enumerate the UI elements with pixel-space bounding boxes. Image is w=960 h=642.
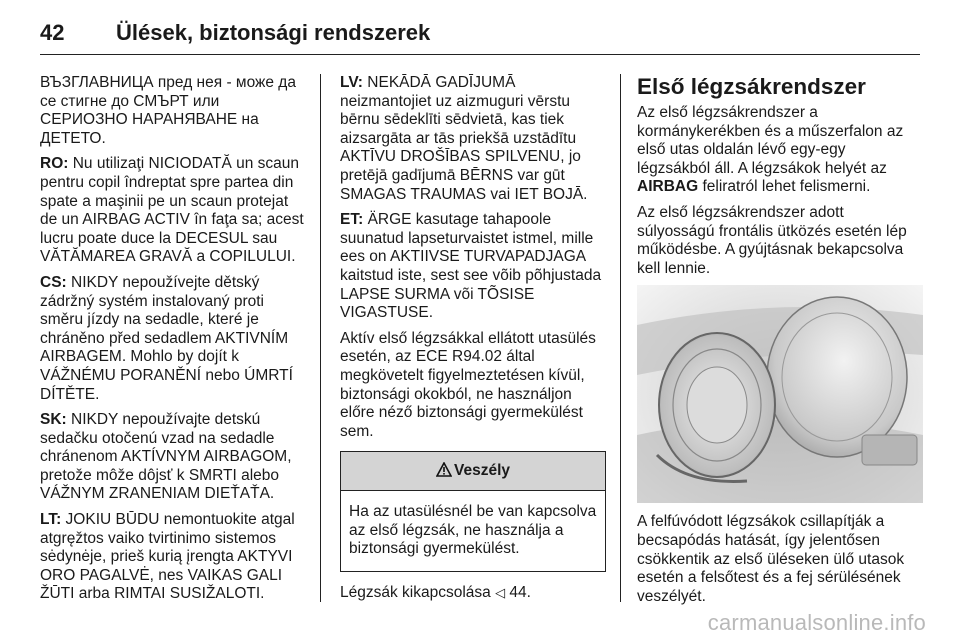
reference-page[interactable]: 44. xyxy=(509,584,531,602)
airbag-label: AIRBAG xyxy=(637,178,699,196)
ro-label: RO: xyxy=(40,155,69,173)
cs-text: NIKDY nepoužívejte dětský zádržný systém instalovaný proti směru jízdy na sedadle, které je chráněno před sedadlem AKTIVNÍM AIRBAGEM. Mohlo by dojít k VÁŽNÉMU PORANĚNÍ nebo ÚMRTÍ DÍTĚTE. xyxy=(40,273,293,403)
page-reference-arrow-icon: ◁ xyxy=(495,585,506,601)
airbag-description-end: feliratról lehet felismerni. xyxy=(702,178,871,196)
et-warning xyxy=(340,211,606,323)
ro-warning xyxy=(40,155,306,267)
hu-paragraph: Aktív első légzsákkal ellátott utasülés esetén, az ECE R94.02 által megkövetelt figyelmeztetésen kívül, biztonsági okokból, ne használjon előre néző biztonsági gyermekülést sem. xyxy=(340,329,596,440)
watermark: carmanualsonline.info xyxy=(707,610,926,635)
reference-text: Légzsák kikapcsolása xyxy=(340,584,491,602)
lt-text: JOKIU BŪDU nemontuokite atgal atgręžtos vaiko tvirtinimo sistemos sėdynėje, prieš kurią įrengta AKTYVI ORO PAGALVĖ, nes VAIKAS GALI ŽŪTI arba RIMTAI SUSIŽALOTI. xyxy=(40,511,295,603)
lv-label: LV: xyxy=(340,74,363,91)
column-3 xyxy=(637,74,923,613)
ro-text: Nu utilizaţi NICIODATĂ un scaun pentru copil îndreptat spre partea din spate a maşinii pe un scaun protejat de un AIRBAG ACTIV în faţa sa; acest lucru poate duce la DECESUL sau VĂTĂMAREA GRAVĂ a COPILULUI. xyxy=(40,155,304,266)
danger-box xyxy=(340,451,606,572)
column-2 xyxy=(340,74,606,610)
et-text: ÄRGE kasutage tahapoole suunatud lapseturvaistet istmel, mille ees on AKTIIVSE TURVAPADJAGA kaitstud iste, sest see võib põhjustada LAPSE SURMA või TÕSISE VIGASTUSE. xyxy=(340,211,602,322)
cross-reference xyxy=(340,584,606,603)
cs-label: CS: xyxy=(40,273,67,291)
activation-paragraph: Az első légzsákrendszer adott súlyosságú frontális ütközés esetén lép működésbe. A gyújtásnak bekapcsolva kell lennie. xyxy=(637,203,907,277)
cs-warning xyxy=(40,274,306,404)
section-heading: Első légzsákrendszer xyxy=(637,74,866,99)
airbag-description-text: Az első légzsákrendszer a kormánykerékben és a műszerfalon az első utas oldalán lévő egy-egy légzsákból áll. A légzsákok helyét az xyxy=(637,104,904,177)
lv-text: NEKĀDĀ GADĪJUMĀ neizmantojiet uz aizmuguri vērstu bērnu sēdeklīti sēdvietā, kas tiek aizsargāta ar tās priekšā uzstādītu AKTĪVU DROŠĪBAS SPILVENU, jo pretējā gadījumā BĒRNS var gūt SMAGAS TRAUMAS vai IET BOJĀ. xyxy=(340,74,588,203)
column-divider-1 xyxy=(320,74,321,602)
bg-warning-text: ВЪЗГЛАВНИЦА пред нея - може да се стигне до СМЪРТ или СЕРИОЗНО НАРАНЯВАНЕ на ДЕТЕТО. xyxy=(40,74,296,147)
warning-triangle-icon xyxy=(436,454,452,492)
page-number: 42 xyxy=(40,20,65,45)
airbag-description xyxy=(637,104,923,197)
danger-header xyxy=(341,452,605,491)
et-label: ET: xyxy=(340,211,364,229)
lt-warning xyxy=(40,511,306,604)
sk-text: NIKDY nepoužívajte detskú sedačku otočenú vzad na sedadle chránenom AKTÍVNYM AIRBAGOM, pretože môže dôjsť k SMRTI alebo VÁŽNYM ZRANENIAM DIEŤAŤA. xyxy=(40,411,292,503)
column-divider-2 xyxy=(620,74,621,602)
lv-warning xyxy=(340,74,606,204)
sk-warning xyxy=(40,411,306,504)
protection-paragraph: A felfúvódott légzsákok csillapítják a becsapódás hatását, így jelentősen csökkentik az első üléseken ülő utasok esetén a felsőtest és a fej sérülésének veszélyét. xyxy=(637,513,905,605)
airbag-illustration xyxy=(637,285,923,503)
sk-label: SK: xyxy=(40,411,67,429)
danger-text: Ha az utasülésnél be van kapcsolva az első légzsák, ne használja a biztonsági gyermekülést. xyxy=(349,503,597,558)
lt-label: LT: xyxy=(40,511,62,529)
danger-title: Veszély xyxy=(453,462,511,480)
page-header xyxy=(40,14,920,55)
page-title: Ülések, biztonsági rendszerek xyxy=(116,20,431,45)
column-1 xyxy=(40,74,306,611)
